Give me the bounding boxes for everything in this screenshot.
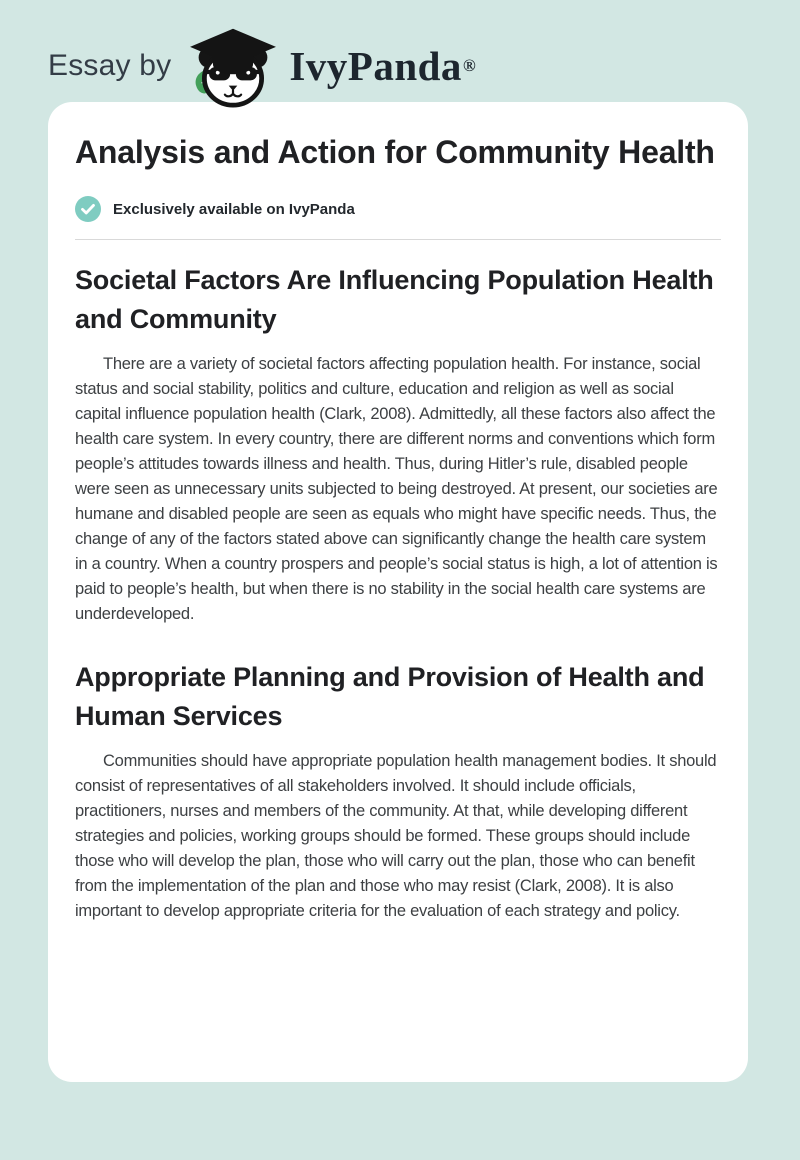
essay-by-label: Essay by [48, 49, 172, 82]
page-title: Analysis and Action for Community Health [75, 134, 715, 170]
section-heading-societal-factors: Societal Factors Are Influencing Population Health and Community [75, 265, 714, 334]
graduation-cap-button [231, 29, 236, 34]
exclusive-badge [75, 196, 721, 222]
check-icon [75, 196, 101, 222]
brand-header [0, 0, 800, 102]
brand-name: IvyPanda [289, 42, 462, 89]
section-paragraph-planning-provision: Communities should have appropriate population health management bodies. It should consist of representatives of all stakeholders involved. It should include officials, practitioners, nurses and members of the community. At that, while developing different strategies and policies, working groups should be formed. These groups should include those who will develop the plan, those who will carry out the plan, those who can benefit from the implementation of the plan and those who may resist (Clark, 2008). It is also important to develop appropriate criteria for the evaluation of each strategy and policy. [75, 752, 717, 920]
section-paragraph-societal-factors: There are a variety of societal factors affecting population health. For instance, social status and social stability, politics and culture, education and religion as well as social capital influence population health (Clark, 2008). Admittedly, all these factors also affect the health care system. In every country, there are different norms and conventions which form people’s attitudes towards illness and health. Thus, during Hitler’s rule, disabled people were seen as unnecessary units subjected to being destroyed. At present, our societies are humane and disabled people are seen as equals who might have specific needs. Thus, the change of any of the factors stated above can significantly change the health care system in a country. When a country prospers and people’s social status is high, a lot of attention is paid to people’s health, but when there is no stability in the social health care systems are underdeveloped. [75, 355, 718, 623]
divider [75, 239, 721, 240]
panda-graduate-icon [185, 24, 281, 108]
exclusive-badge-label: Exclusively available on IvyPanda [113, 200, 355, 218]
ivypanda-logo[interactable] [185, 24, 475, 108]
registered-trademark: ® [462, 56, 476, 75]
graduation-cap-band [213, 56, 253, 75]
section-heading-planning-provision: Appropriate Planning and Provision of Health and Human Services [75, 662, 705, 731]
essay-card [48, 102, 748, 1082]
